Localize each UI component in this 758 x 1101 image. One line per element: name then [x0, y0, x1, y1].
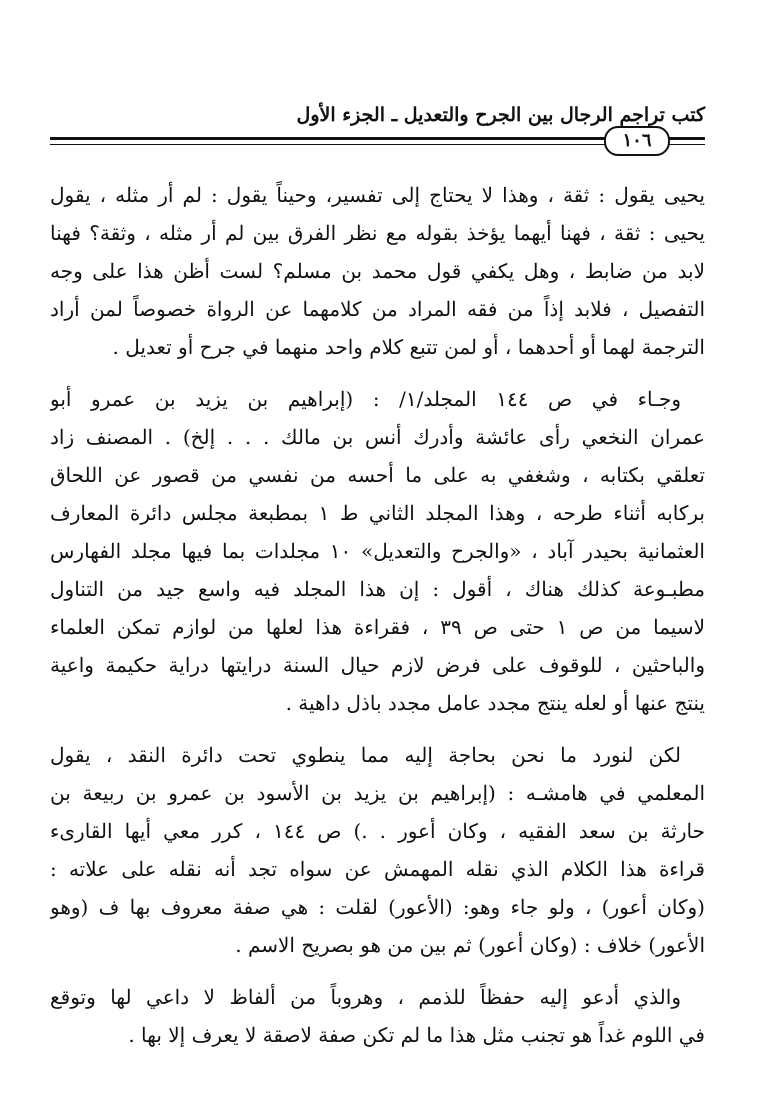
text-line: عمران النخعي رأى عائشة وأدرك أنس بن مالك . . . إلخ) . المصنف زاد — [50, 425, 705, 449]
text-line: يحيى : ثقة ، فهنا أيهما يؤخذ بقوله مع نظر الفرق بين لم أر مثله ، وثقة؟ فهنا — [50, 221, 705, 245]
paragraph-1 — [50, 176, 705, 366]
text-line: في اللوم غداً هو تجنب مثل هذا ما لم تكن صفة لاصقة لا يعرف إلا بها . — [128, 1023, 705, 1047]
text-line: يحيى يقول : ثقة ، وهذا لا يحتاج إلى تفسير، وحيناً يقول : لم أر مثله ، يقول — [50, 183, 705, 207]
text-line: قراءة هذا الكلام الذي نقله المهمش عن سواه تجد أنه نقله على علاته : — [50, 857, 705, 881]
text-line: التفصيل ، فلابد إذاً من فقه المراد من كلامهما عن الرواة خصوصاً لمن أراد — [50, 297, 705, 321]
text-line: مطبـوعة كذلك هناك ، أقول : إن هذا المجلد فيه واسع جيد من التناول — [50, 577, 705, 601]
paragraph-3 — [50, 736, 705, 964]
text-line: ينتج عنها أو لعله ينتج مجدد عامل مجدد باذل داهية . — [285, 691, 705, 715]
text-line: لابد من ضابط ، وهل يكفي قول محمد بن مسلم؟ لست أظن هذا على وجه — [50, 259, 705, 283]
text-line: العثمانية بحيدر آباد ، «والجرح والتعديل» ١٠ مجلدات بما فيها مجلد الفهارس — [50, 539, 705, 563]
text-line: والباحثين ، للوقوف على فرض لازم حيال السنة درايتها دراية حكيمة واعية — [50, 653, 705, 677]
paragraph-4 — [50, 978, 705, 1054]
text-line: (وكان أعور) ، ولو جاء وهو: (الأعور) لقلت : هي صفة معروف بها ف (وهو — [50, 895, 705, 919]
page-number: ١٠٦ — [604, 126, 670, 156]
text-line: الترجمة لهما أو أحدهما ، أو لمن تتبع كلام واحد منهما في جرح أو تعديل . — [112, 335, 705, 359]
text-line: الأعور) خلاف : (وكان أعور) ثم بين من هو بصريح الاسم . — [235, 933, 705, 957]
page-header — [50, 104, 705, 152]
body-text — [50, 176, 705, 1068]
text-line: لاسيما من ص ١ حتى ص ٣٩ ، فقراءة هذا لعلها من لوازم تمكن العلماء — [50, 615, 705, 639]
paragraph-2 — [50, 380, 705, 722]
text-line: بركابه أثناء طرحه ، وهذا المجلد الثاني ط ١ بمطبعة مجلس دائرة المعارف — [50, 501, 705, 525]
text-line: وجـاء في ص ١٤٤ المجلد/١/ : (إبراهيم بن يزيد بن عمرو أبو — [50, 387, 682, 411]
text-line: والذي أدعو إليه حفظاً للذمم ، وهروباً من ألفاظ لا داعي لها وتوقع — [50, 985, 681, 1009]
running-title: كتب تراجم الرجال بين الجرح والتعديل ـ الجزء الأول — [296, 104, 705, 126]
text-line: حارثة بن سعد الفقيه ، وكان أعور . .) ص ١٤٤ ، كرر معي أيها القارىء — [50, 819, 705, 843]
text-line: المعلمي في هامشـه : (إبراهيم بن يزيد بن الأسود بن عمرو بن ربيعة بن — [50, 781, 705, 805]
text-line: تعلقي بكتابه ، وشغفي به على ما أحسه من نفسي من قصور عن اللحاق — [50, 463, 705, 487]
text-line: لكن لنورد ما نحن بحاجة إليه مما ينطوي تحت دائرة النقد ، يقول — [50, 743, 681, 767]
